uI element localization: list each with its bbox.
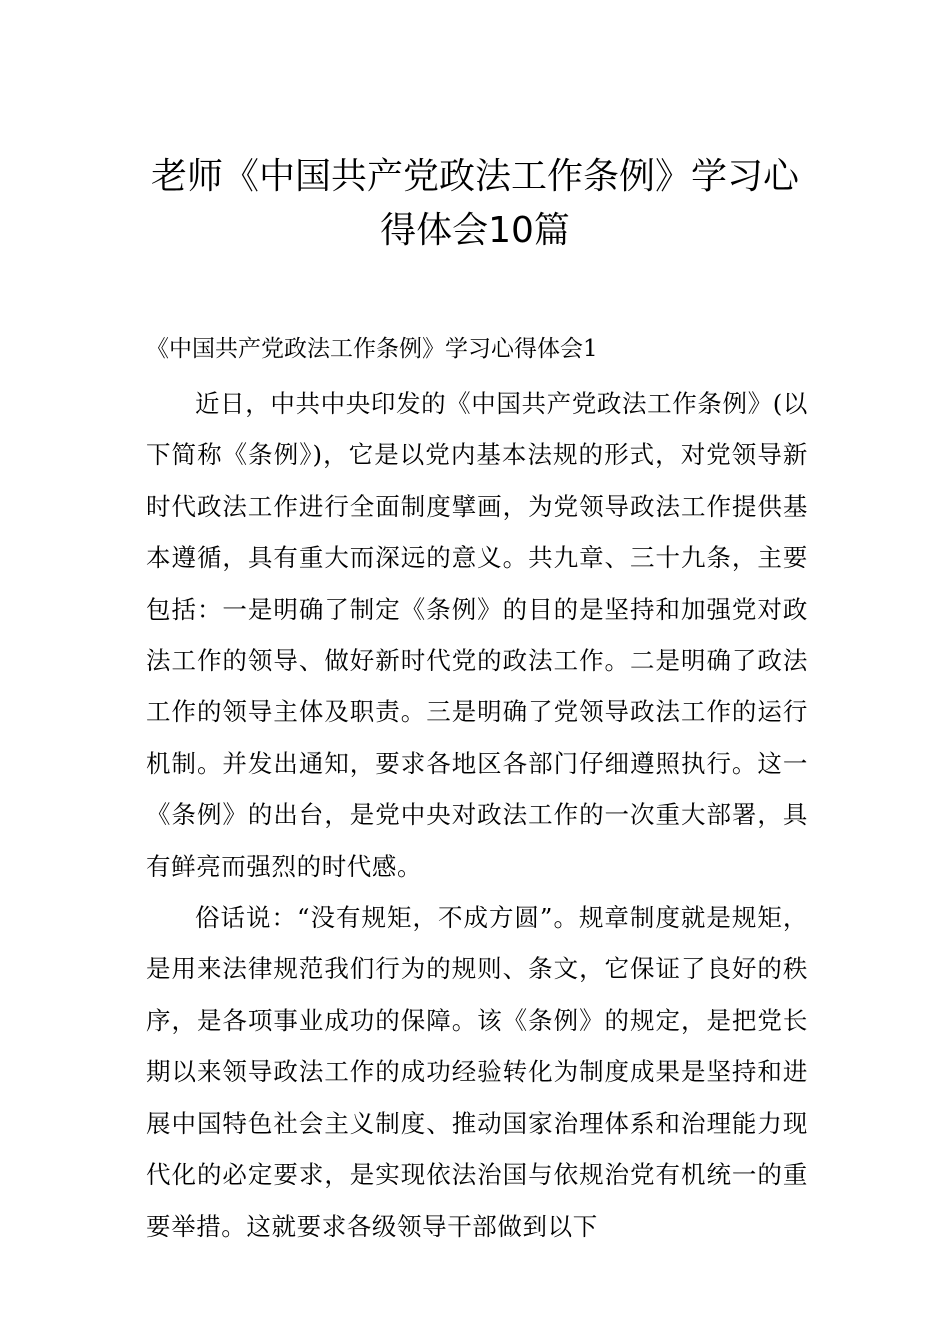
paragraph-2: 俗话说：“没有规矩，不成方圆”。规章制度就是规矩，是用来法律规范我们行为的规则、条文，它保证了良好的秩序，是各项事业成功的保障。该《条例》的规定，是把党长期以来领导政法工作的成功经验转化为制度成果是坚持和进展中国特色社会主义制度、推动国家治理体系和治理能力现代化的必定要求，是实现依法治国与依规治党有机统一的重要举措。这就要求各级领导干部做到以下 xyxy=(146,903,808,1241)
paragraph-1: 近日，中共中央印发的《中国共产党政法工作条例》(以下简称《条例》)，它是以党内基本法规的形式，对党领导新时代政法工作进行全面制度擘画，为党领导政法工作提供基本遵循，具有重大而深远的意义。共九章、三十九条，主要包括：一是明确了制定《条例》的目的是坚持和加强党对政法工作的领导、做好新时代党的政法工作。二是明确了政法工作的领导主体及职责。三是明确了党领导政法工作的运行机制。并发出通知，要求各地区各部门仔细遵照执行。这一《条例》的出台，是党中央对政法工作的一次重大部署，具有鲜亮而强烈的时代感。 xyxy=(146,389,808,881)
title-line-1: 老师《中国共产党政法工作条例》学习心 xyxy=(150,156,799,197)
document-title xyxy=(60,150,890,258)
section-heading: 《中国共产党政法工作条例》学习心得体会1 xyxy=(146,336,598,362)
document-body xyxy=(146,378,808,1252)
title-line-2: 得体会10篇 xyxy=(380,210,570,251)
